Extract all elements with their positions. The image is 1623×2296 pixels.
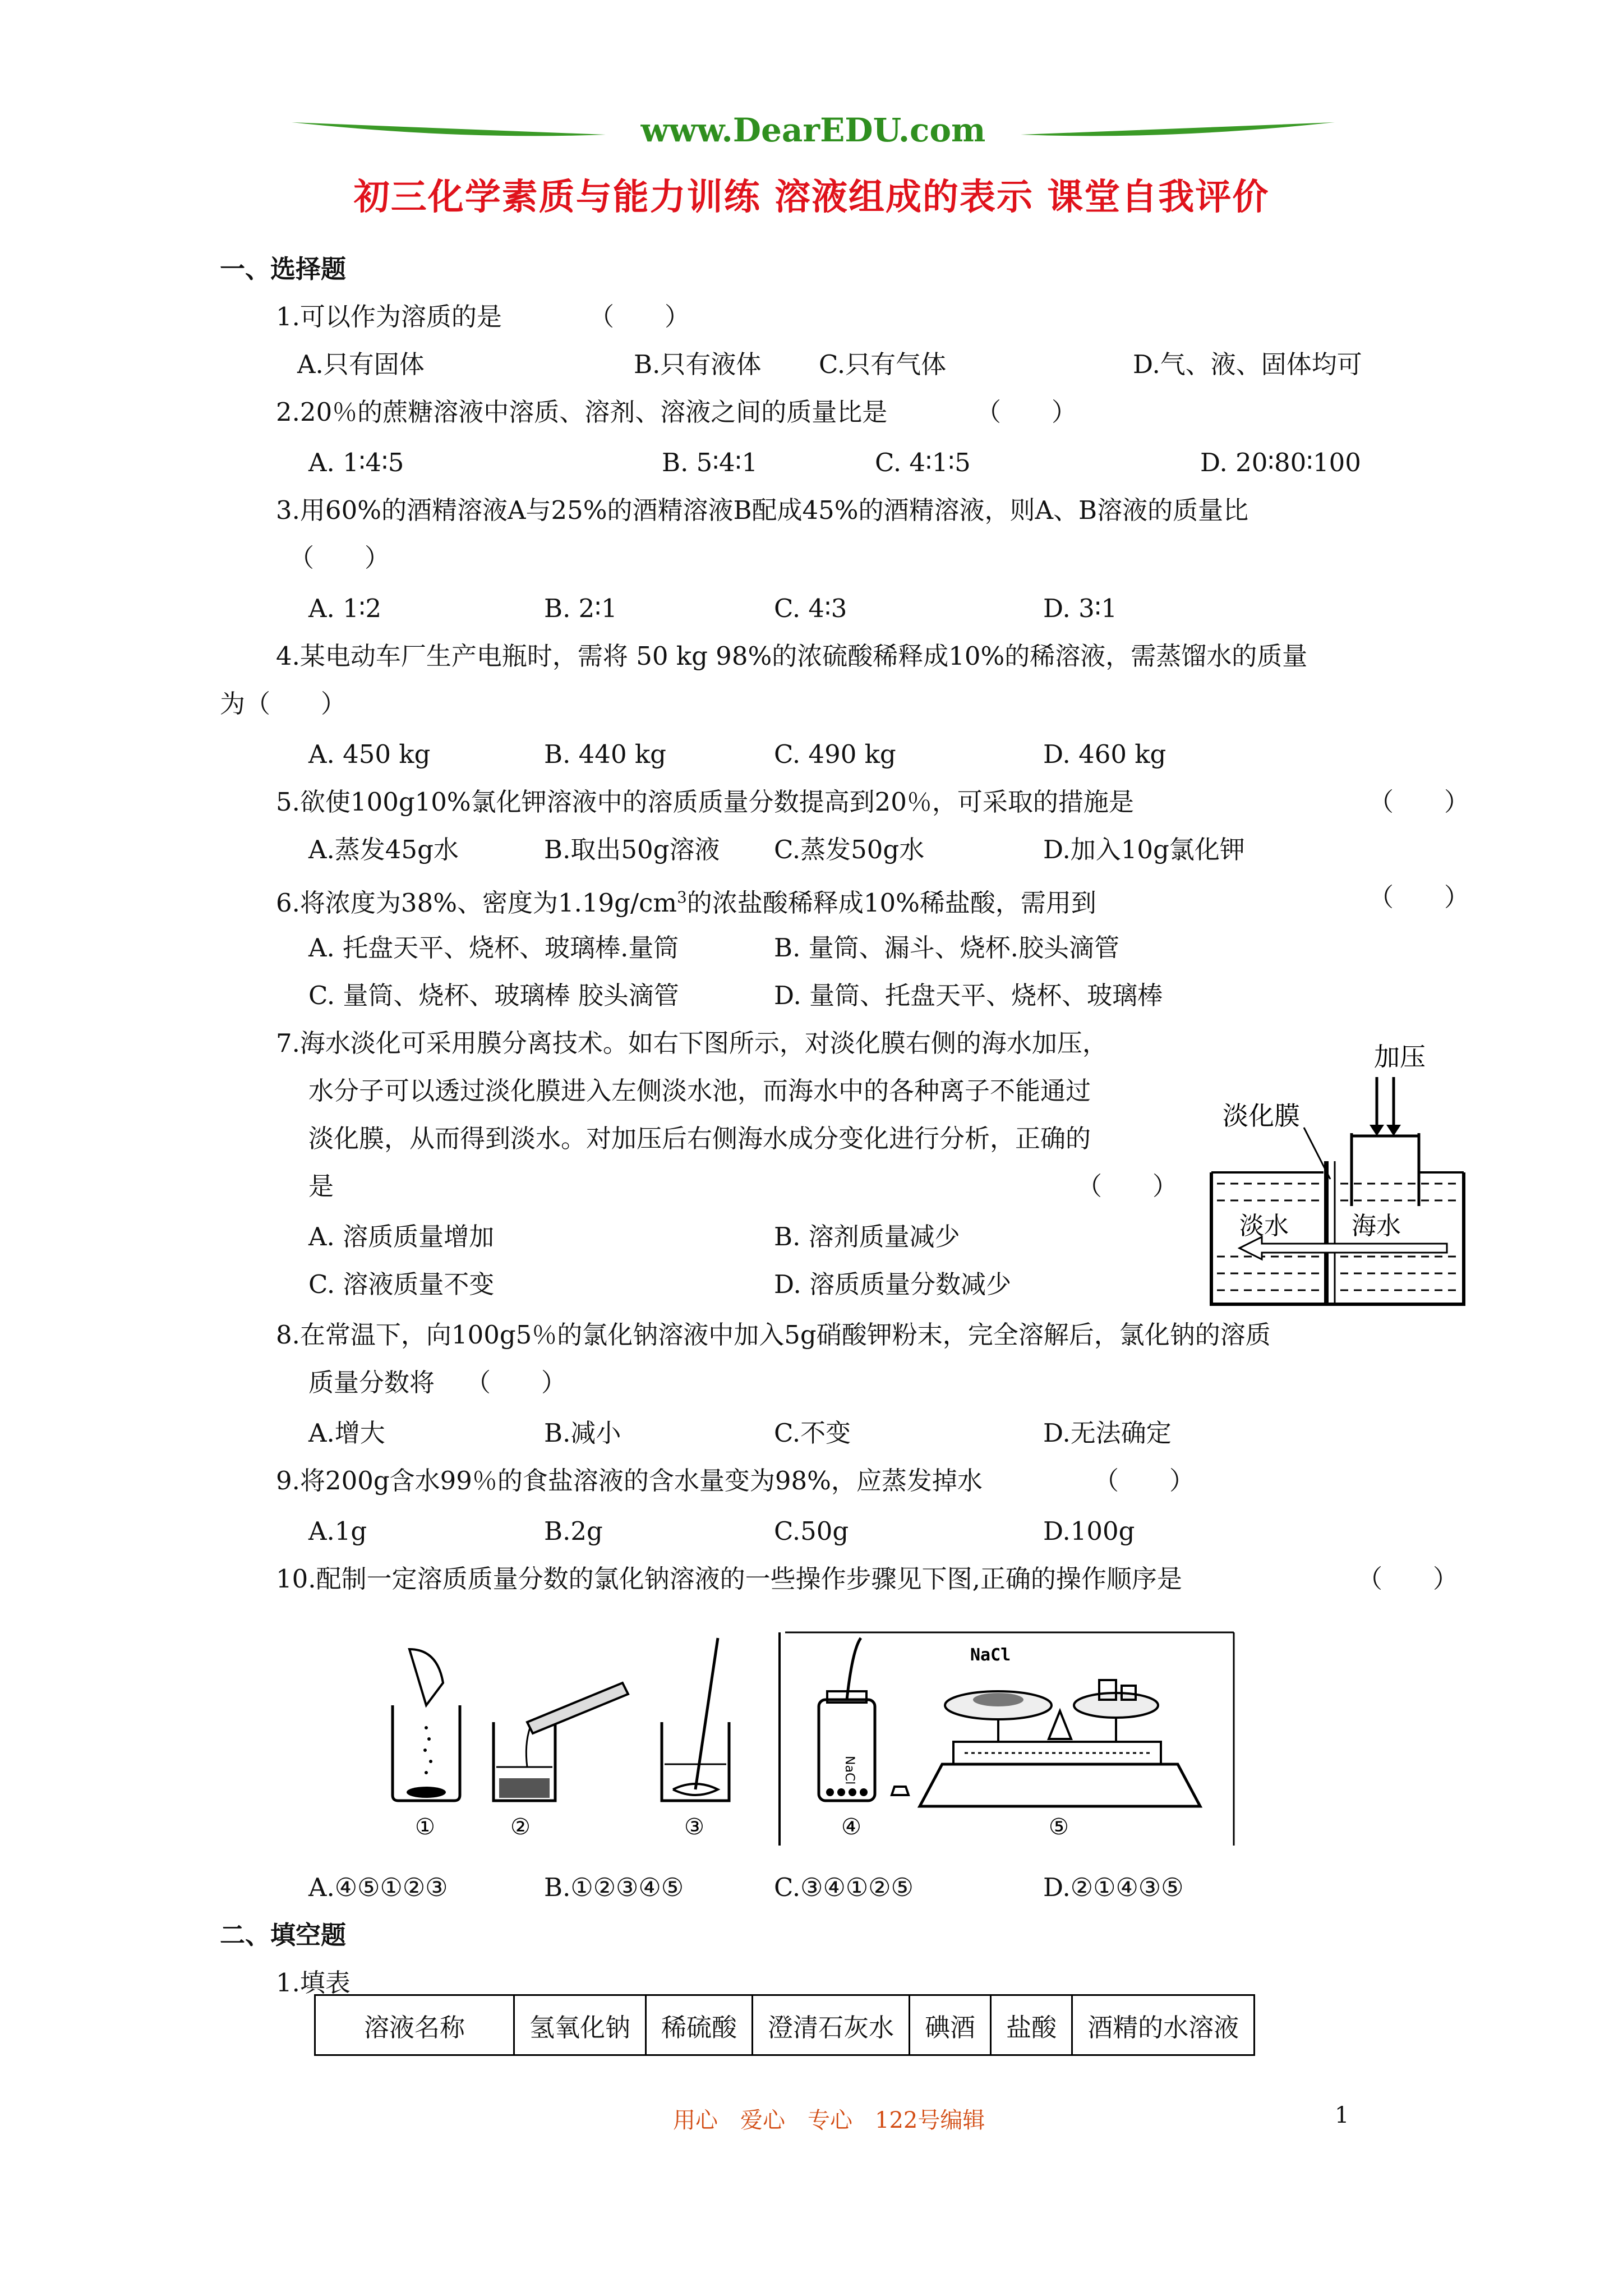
q7-option-d[interactable]: D. 溶质质量分数减少 — [774, 1269, 1012, 1299]
step4-take-salt — [819, 1638, 909, 1840]
q1-paren: （ ） — [589, 302, 690, 332]
q7-stem-line2: 水分子可以透过淡化膜进入左侧淡水池，而海水中的各种离子不能通过 — [308, 1076, 1091, 1106]
table-cell: 盐酸 — [991, 1995, 1072, 2055]
table-cell: 溶液名称 — [315, 1995, 514, 2055]
q4-stem: 4.某电动车厂生产电瓶时，需将 50 kg 98%的浓硫酸稀释成10%的稀溶液，需蒸馏水的质量 — [276, 641, 1308, 671]
q6-stem: 6.将浓度为38%、密度为$1.19g/cm^3$的浓盐酸稀释成10%稀盐酸，需用到 — [276, 888, 1096, 918]
q5-option-d[interactable]: D.加入10g氯化钾 — [1043, 835, 1245, 864]
q9-option-b[interactable]: B.2g — [544, 1516, 603, 1546]
q7-stem-line4: 是 — [308, 1171, 334, 1201]
fig-label-pressure: 加压 — [1374, 1042, 1426, 1072]
step-number-5: ⑤ — [1049, 1814, 1069, 1840]
page-title: 初三化学素质与能力训练 溶液组成的表示 课堂自我评价 — [353, 176, 1270, 218]
table-cell: 碘酒 — [910, 1995, 991, 2055]
q9-option-c[interactable]: C.50g — [774, 1516, 849, 1546]
q2-option-c[interactable]: C. 4∶1∶5 — [875, 448, 971, 477]
q1-option-d[interactable]: D.气、液、固体均可 — [1133, 349, 1362, 379]
q8-option-c[interactable]: C.不变 — [774, 1418, 851, 1448]
q1-option-c[interactable]: C.只有气体 — [819, 349, 947, 379]
step-number-4: ④ — [841, 1814, 861, 1840]
q7-option-c[interactable]: C. 溶液质量不变 — [308, 1269, 495, 1299]
q8-stem-line2: 质量分数将 — [308, 1368, 435, 1397]
q5-option-a[interactable]: A.蒸发45g水 — [308, 835, 459, 864]
q8-paren: （ ） — [465, 1368, 567, 1397]
q7-option-a[interactable]: A. 溶质质量增加 — [308, 1222, 495, 1251]
footer-note: 用心 爱心 专心 122号编辑 — [673, 2108, 985, 2133]
q10-option-c[interactable]: C.③④①②⑤ — [774, 1872, 914, 1902]
q7-option-b[interactable]: B. 溶剂质量减少 — [774, 1222, 960, 1251]
q4-option-a[interactable]: A. 450 kg — [308, 739, 431, 769]
q4-stem-cont: 为（ ） — [220, 689, 347, 719]
page-number: 1 — [1335, 2102, 1349, 2128]
q6-option-a[interactable]: A. 托盘天平、烧杯、玻璃棒.量筒 — [308, 933, 679, 963]
step2-pour-water — [494, 1683, 628, 1840]
q9-option-a[interactable]: A.1g — [308, 1516, 367, 1546]
table-cell: 澄清石灰水 — [753, 1995, 910, 2055]
q10-option-d[interactable]: D.②①④③⑤ — [1043, 1872, 1184, 1902]
q5-stem: 5.欲使100g10%氯化钾溶液中的溶质质量分数提高到20％，可采取的措施是 — [276, 787, 1134, 817]
q6-option-c[interactable]: C. 量筒、烧杯、玻璃棒 胶头滴管 — [308, 981, 679, 1010]
q8-option-d[interactable]: D.无法确定 — [1043, 1418, 1172, 1448]
section-heading-fill: 二、填空题 — [220, 1920, 347, 1950]
step-number-1: ① — [415, 1814, 435, 1840]
q4-option-d[interactable]: D. 460 kg — [1043, 739, 1166, 769]
q2-paren: （ ） — [976, 397, 1077, 427]
q3-option-c[interactable]: C. 4∶3 — [774, 593, 847, 623]
q6-option-b[interactable]: B. 量筒、漏斗、烧杯.胶头滴管 — [774, 933, 1119, 963]
q9-paren: （ ） — [1094, 1466, 1195, 1496]
step-number-2: ② — [510, 1814, 531, 1840]
q5-option-c[interactable]: C.蒸发50g水 — [774, 835, 925, 864]
q10-paren: （ ） — [1357, 1564, 1459, 1594]
fig-label-sea-water: 海水 — [1352, 1212, 1401, 1240]
q5-option-b[interactable]: B.取出50g溶液 — [544, 835, 720, 864]
balance-label-nacl: NaCl — [970, 1645, 1011, 1665]
fig-label-membrane: 淡化膜 — [1223, 1101, 1300, 1131]
q7-stem-line3: 淡化膜，从而得到淡水。对加压后右侧海水成分变化进行分析，正确的 — [308, 1124, 1091, 1153]
section-heading-choice: 一、选择题 — [220, 254, 347, 284]
q4-option-b[interactable]: B. 440 kg — [544, 739, 666, 769]
step-number-3: ③ — [684, 1814, 704, 1840]
table-cell: 氢氧化钠 — [514, 1995, 646, 2055]
q2-option-d[interactable]: D. 20∶80∶100 — [1200, 448, 1361, 477]
table-cell: 酒精的水溶液 — [1072, 1995, 1255, 2055]
q6-option-d[interactable]: D. 量筒、托盘天平、烧杯、玻璃棒 — [774, 981, 1163, 1010]
q1-stem: 1.可以作为溶质的是 — [276, 302, 502, 332]
q2-stem: 2.20％的蔗糖溶液中溶质、溶剂、溶液之间的质量比是 — [276, 397, 888, 427]
site-logo: www.DearEDU.com — [640, 112, 986, 149]
q9-option-d[interactable]: D.100g — [1043, 1516, 1135, 1546]
step3-stir — [662, 1638, 729, 1840]
q1-option-b[interactable]: B.只有液体 — [634, 349, 762, 379]
fig-label-fresh-water: 淡水 — [1239, 1212, 1289, 1240]
table-cell: 稀硫酸 — [646, 1995, 753, 2055]
table-row — [315, 1995, 1255, 2055]
q5-paren: （ ） — [1368, 787, 1470, 817]
q8-option-b[interactable]: B.减小 — [544, 1418, 621, 1448]
q10-option-b[interactable]: B.①②③④⑤ — [544, 1872, 684, 1902]
q2-option-a[interactable]: A. 1∶4∶5 — [308, 448, 404, 477]
q7-stem-line1: 7.海水淡化可采用膜分离技术。如右下图所示，对淡化膜右侧的海水加压， — [276, 1028, 1108, 1058]
q3-option-b[interactable]: B. 2∶1 — [544, 593, 617, 623]
fill-label: 1.填表 — [276, 1968, 351, 1998]
q3-stem: 3.用60%的酒精溶液A与25%的酒精溶液B配成45%的酒精溶液，则A、B溶液的质量比 — [276, 495, 1249, 525]
q3-option-a[interactable]: A. 1∶2 — [308, 593, 382, 623]
banner-swoosh-right — [1021, 122, 1335, 136]
q9-stem: 9.将200g含水99％的食盐溶液的含水量变为98%，应蒸发掉水 — [276, 1466, 983, 1496]
q10-option-a[interactable]: A.④⑤①②③ — [308, 1872, 448, 1902]
q2-option-b[interactable]: B. 5∶4∶1 — [662, 448, 758, 477]
q10-stem: 10.配制一定溶质质量分数的氯化钠溶液的一些操作步骤见下图,正确的操作顺序是 — [276, 1564, 1182, 1594]
q10-steps-figure — [359, 1627, 1245, 1851]
step5-weigh — [920, 1645, 1200, 1840]
q3-option-d[interactable]: D. 3∶1 — [1043, 593, 1118, 623]
q6-paren: （ ） — [1368, 882, 1470, 912]
q8-stem-line1: 8.在常温下，向100g5％的氯化钠溶液中加入5g硝酸钾粉末，完全溶解后，氯化钠的溶质 — [276, 1320, 1271, 1350]
banner-swoosh-left — [292, 122, 606, 136]
q3-paren: （ ） — [289, 543, 390, 573]
jar-label-nacl: NaCl — [842, 1756, 856, 1785]
q8-option-a[interactable]: A.增大 — [308, 1418, 385, 1448]
q7-paren: （ ） — [1077, 1171, 1178, 1201]
q7-membrane-figure — [1206, 1032, 1469, 1313]
header-banner — [292, 112, 1335, 151]
fill-table — [314, 1994, 1255, 2056]
step1-pour-solid — [393, 1649, 460, 1840]
q4-option-c[interactable]: C. 490 kg — [774, 739, 896, 769]
q1-option-a[interactable]: A.只有固体 — [297, 349, 425, 379]
